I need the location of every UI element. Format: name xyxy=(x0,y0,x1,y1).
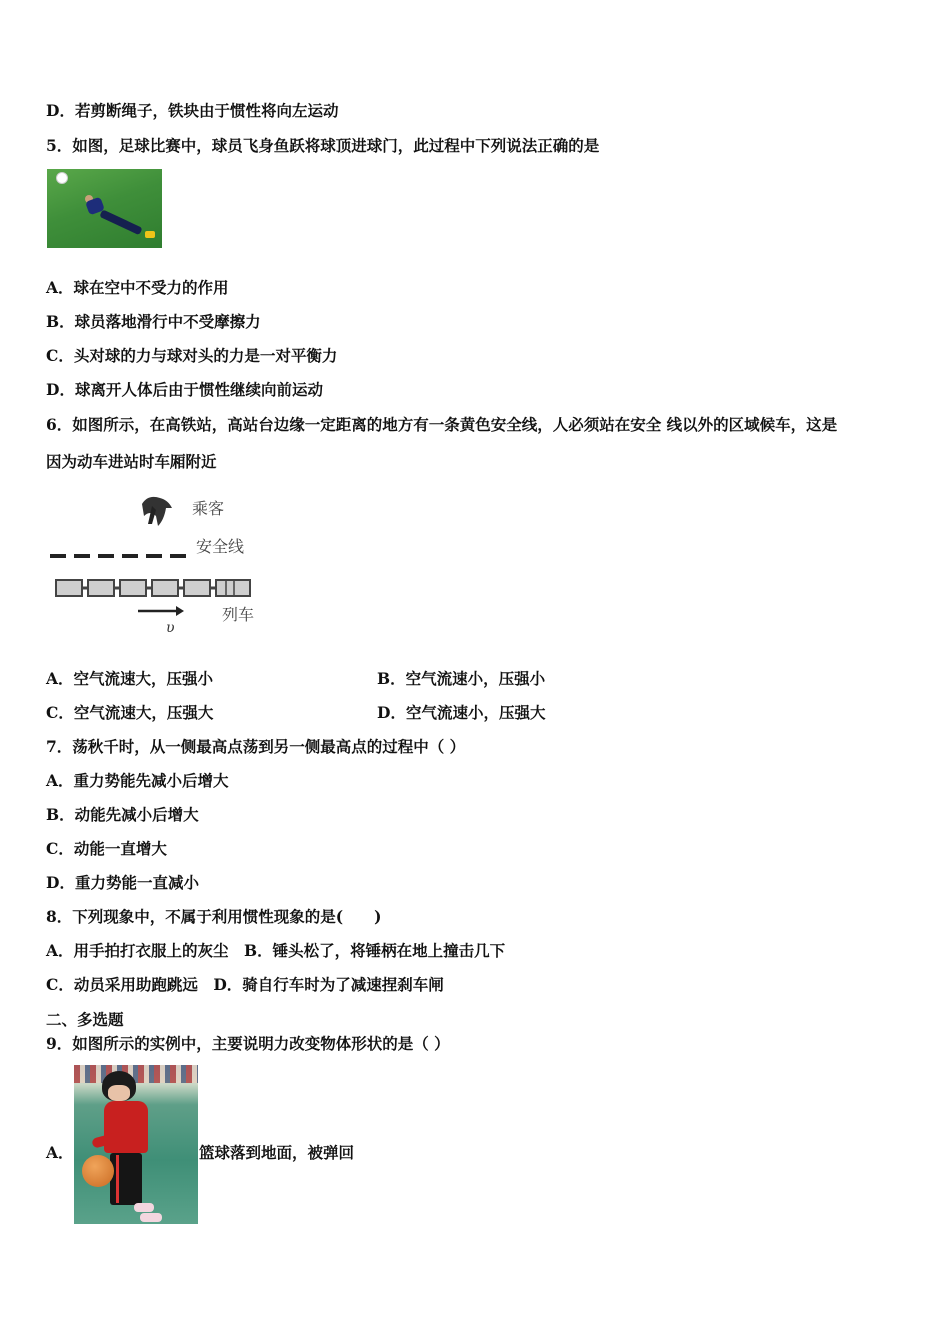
passenger-icon xyxy=(142,497,172,526)
q7-option-c: C．动能一直增大 xyxy=(46,839,167,858)
velocity-arrow-icon xyxy=(138,606,184,616)
q6-option-b: B．空气流速小，压强小 xyxy=(377,669,546,688)
question-8: 8．下列现象中，不属于利用惯性现象的是( ) xyxy=(46,907,382,926)
train-station-diagram xyxy=(46,490,266,640)
q5-option-b: B．球员落地滑行中不受摩擦力 xyxy=(46,312,261,331)
q8-options-cd: C．动员采用助跑跳远 D．骑自行车时为了减速捏刹车闸 xyxy=(46,975,444,994)
soccer-header-photo xyxy=(47,169,162,248)
q5-option-c: C．头对球的力与球对头的力是一对平衡力 xyxy=(46,346,338,365)
basketball-icon xyxy=(82,1155,114,1187)
ball-icon xyxy=(56,172,68,184)
q7-option-a: A．重力势能先减小后增大 xyxy=(46,771,229,790)
q6-option-c: C．空气流速大，压强大 xyxy=(46,703,214,722)
option-line: D．若剪断绳子，铁块由于惯性将向左运动 xyxy=(46,101,339,120)
train-label: 列车 xyxy=(222,605,255,624)
train-icon xyxy=(56,580,250,596)
q5-option-a: A．球在空中不受力的作用 xyxy=(46,278,229,297)
question-7: 7．荡秋千时，从一侧最高点荡到另一侧最高点的过程中（ ） xyxy=(46,737,466,756)
q7-option-d: D．重力势能一直减小 xyxy=(46,873,199,892)
basketball-girl-photo xyxy=(74,1065,198,1224)
section-heading: 二、多选题 xyxy=(46,1010,124,1029)
q9-option-a-label: A． xyxy=(46,1143,74,1162)
q5-option-d: D．球离开人体后由于惯性继续向前运动 xyxy=(46,380,323,399)
velocity-label: υ xyxy=(166,620,175,636)
q8-options-ab: A．用手拍打衣服上的灰尘 B．锤头松了，将锤柄在地上撞击几下 xyxy=(46,941,506,960)
question-9: 9．如图所示的实例中，主要说明力改变物体形状的是（ ） xyxy=(46,1034,450,1053)
q9-option-a-text: 篮球落到地面，被弹回 xyxy=(199,1143,355,1162)
question-6-cont: 因为动车进站时车厢附近 xyxy=(46,452,217,471)
passenger-label: 乘客 xyxy=(192,499,225,518)
question-5: 5．如图，足球比赛中，球员飞身鱼跃将球顶进球门，此过程中下列说法正确的是 xyxy=(46,136,600,155)
safety-line-label: 安全线 xyxy=(196,537,245,556)
q6-option-a: A．空气流速大，压强小 xyxy=(46,669,214,688)
q7-option-b: B．动能先减小后增大 xyxy=(46,805,199,824)
question-6: 6．如图所示，在高铁站，高站台边缘一定距离的地方有一条黄色安全线，人必须站在安全 线以外的区域候车，这是 xyxy=(46,415,838,434)
q6-option-d: D．空气流速小，压强大 xyxy=(377,703,546,722)
